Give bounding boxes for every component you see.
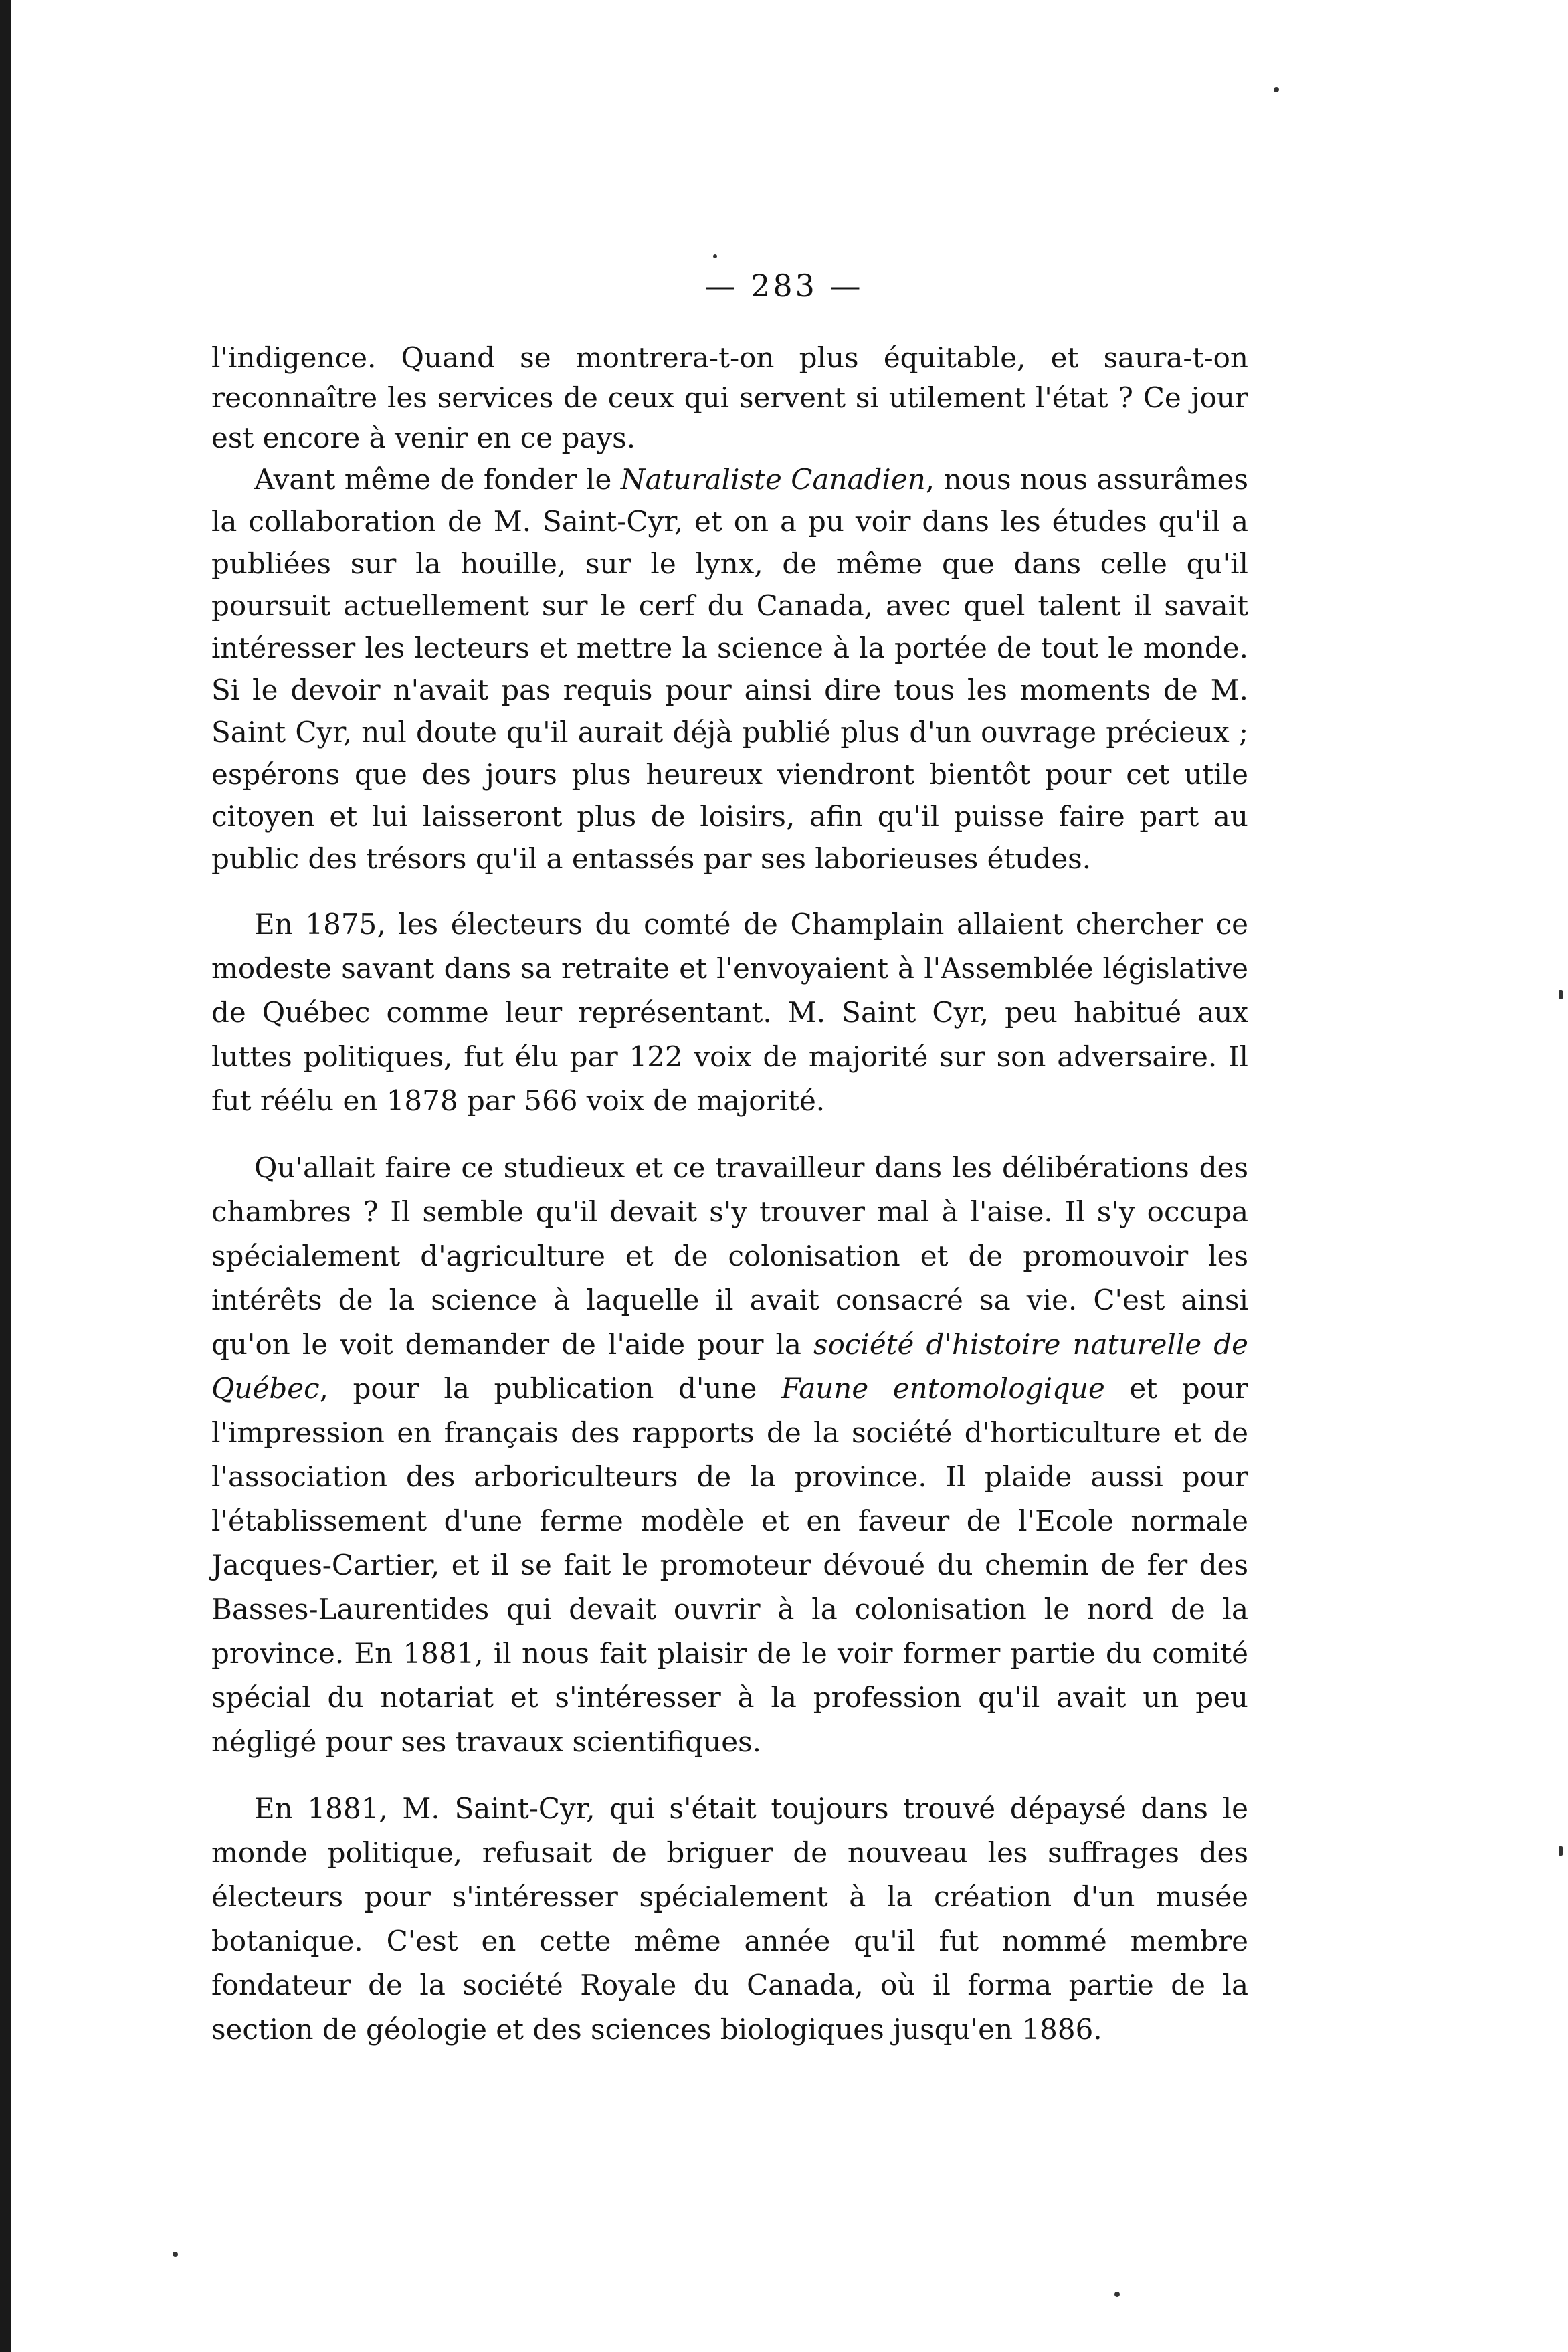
scan-speck [1559,990,1563,999]
paragraph-4 [211,1146,1248,1764]
paragraph-3-text: En 1875, les électeurs du comté de Champlain allaient chercher ce modeste savant dans sa retraite et l'envoyaient à l'Assemblée législative de Québec comme leur représentant. M. Saint Cyr, peu habitué aux luttes politiques, fut élu par 122 voix de majorité sur son adversaire. Il fut réélu en 1878 par 566 voix de majorité. [211,908,1248,1117]
paragraph-4-before: Qu'allait faire ce studieux et ce travailleur dans les délibérations des chambres ? Il semble qu'il devait s'y trouver mal à l'aise. Il s'y occupa spécialement d'agriculture et de colonisation et de promouvoir les intérêts de la science à laquelle il avait consacré sa vie. C'est ainsi qu'on le voit demander de l'aide pour la [211,1151,1248,1361]
journal-title: Naturaliste Canadien [620,463,926,496]
scan-speck [1114,2292,1120,2297]
paragraph-2 [211,458,1248,880]
scan-speck [1559,1846,1563,1856]
scan-speck [173,2252,178,2257]
faune-title: Faune entomologique [781,1372,1105,1405]
paragraph-5 [211,1787,1248,2052]
paragraph-1 [211,338,1248,458]
paragraph-3 [211,902,1248,1123]
paragraph-2-after: , nous nous assurâmes la collaboration de M. Saint-Cyr, et on a pu voir dans les études qu'il a publiées sur la houille, sur le lynx, de même que dans celle qu'il poursuit actuellement sur le cerf du Canada, avec quel talent il savait intéresser les lecteurs et mettre la science à la portée de tout le monde. Si le devoir n'avait pas requis pour ainsi dire tous les moments de M. Saint Cyr, nul doute qu'il aurait déjà publié plus d'un ouvrage précieux ; espérons que des jours plus heureux viendront bientôt pour cet utile citoyen et lui laisseront plus de loisirs, afin qu'il puisse faire part au public des trésors qu'il a entassés par ses laborieuses études. [211,463,1248,875]
paragraph-1-text: l'indigence. Quand se montrera-t-on plus équitable, et saura-t-on reconnaître les services de ceux qui servent si utilement l'état ? Ce jour est encore à venir en ce pays. [211,341,1248,454]
scan-speck [713,254,717,258]
body-text [211,338,1248,2052]
paragraph-5-text: En 1881, M. Saint-Cyr, qui s'était toujours trouvé dépaysé dans le monde politique, refusait de briguer de nouveau les suffrages des électeurs pour s'intéresser spécialement à la création d'un musée botanique. C'est en cette même année qu'il fut nommé membre fondateur de la société Royale du Canada, où il forma partie de la section de géologie et des sciences biologiques jusqu'en 1886. [211,1792,1248,2046]
paragraph-2-before: Avant même de fonder le [254,463,621,496]
paragraph-4-after: et pour l'impression en français des rapports de la société d'horticulture et de l'association des arboriculteurs de la province. Il plaide aussi pour l'établissement d'une ferme modèle et en faveur de l'Ecole normale Jacques-Cartier, et il se fait le promoteur dévoué du chemin de fer des Basses-Laurentides qui devait ouvrir à la colonisation le nord de la province. En 1881, il nous fait plaisir de le voir former partie du comité spécial du notariat et s'intéresser à la profession qu'il avait un peu négligé pour ses travaux scientifiques. [211,1372,1248,1758]
scan-edge-shadow [0,0,11,2352]
page-number: — 283 — [704,268,864,304]
paragraph-4-middle: , pour la publication d'une [319,1372,781,1405]
society-name: société d'histoire naturelle de Québec [211,1328,1248,1405]
scan-speck [1274,87,1279,92]
